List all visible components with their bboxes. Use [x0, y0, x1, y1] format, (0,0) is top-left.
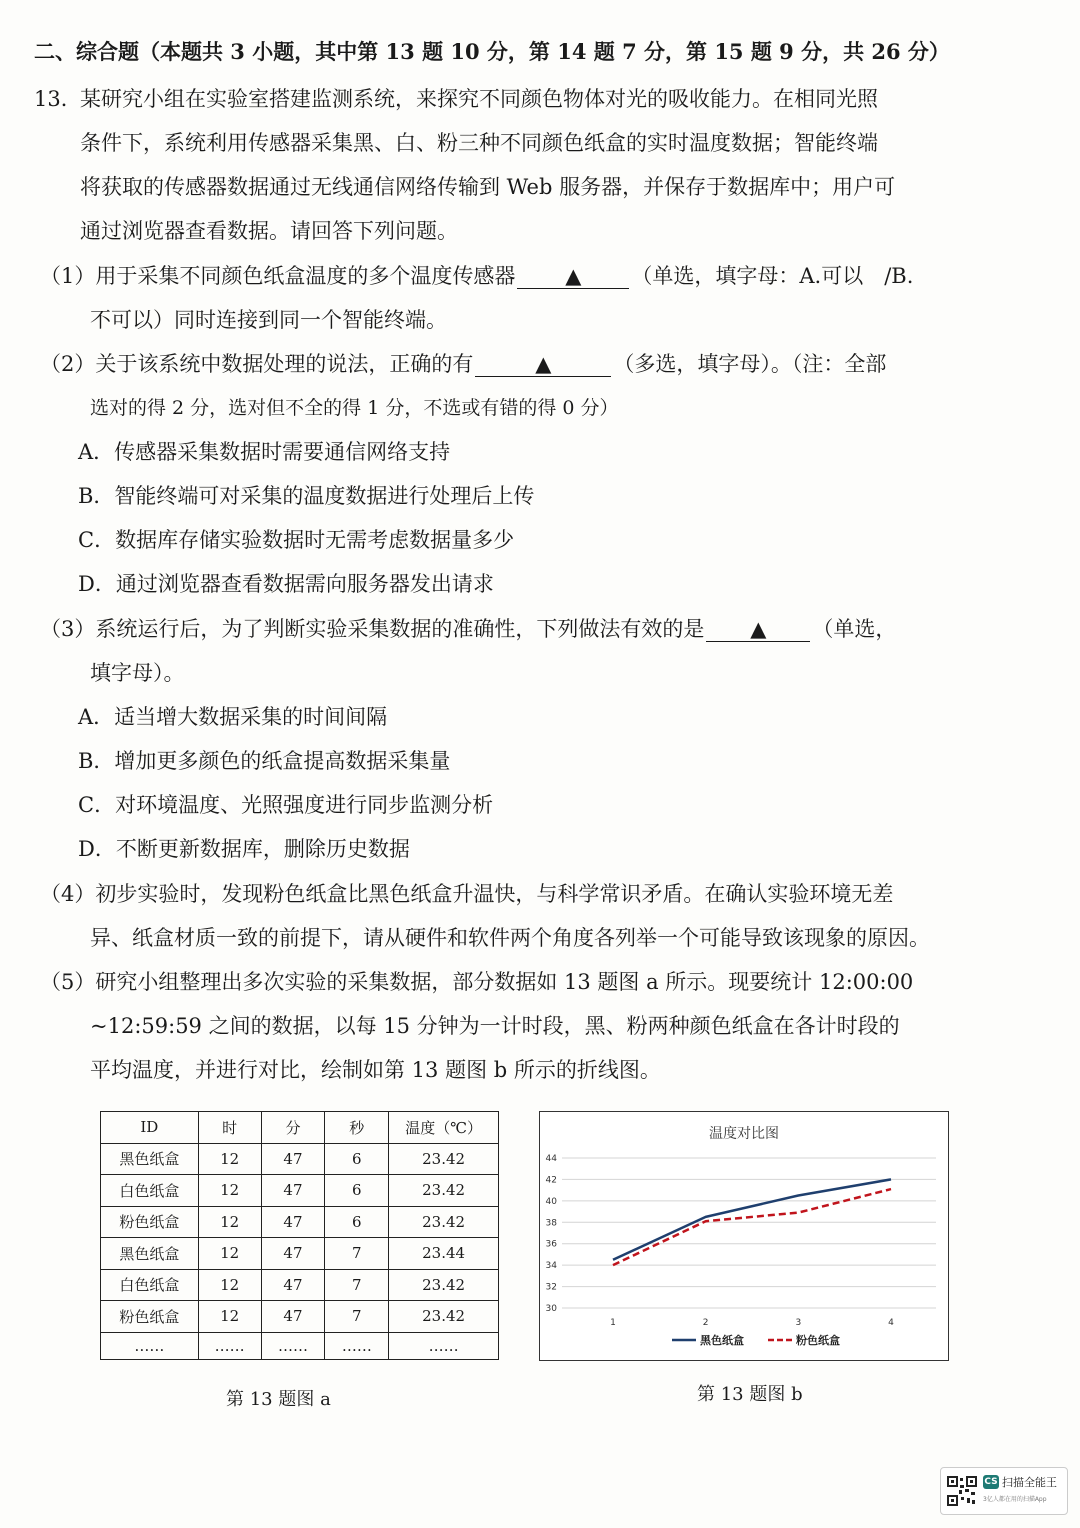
- temperature-data-table: [100, 1111, 499, 1360]
- y-tick-label: 36: [545, 1239, 557, 1250]
- q13-stem-line-2: 条件下，系统利用传感器采集黑、白、粉三种不同颜色纸盒的实时温度数据；智能终端: [80, 131, 878, 155]
- part1-prompt: （1）用于采集不同颜色纸盒温度的多个温度传感器: [40, 264, 516, 288]
- y-tick-label: 34: [545, 1261, 557, 1272]
- temperature-chart-frame: [539, 1111, 949, 1361]
- y-tick-label: 40: [545, 1196, 557, 1207]
- part2-prompt: （2）关于该系统中数据处理的说法，正确的有: [40, 352, 474, 376]
- scanner-app-name: 扫描全能王: [1002, 1476, 1057, 1489]
- table-row: [101, 1175, 499, 1207]
- cell-second: 6: [325, 1175, 389, 1207]
- column-header: 温度（℃）: [389, 1112, 499, 1144]
- answer-blank-2[interactable]: [475, 352, 611, 377]
- table-row: [101, 1301, 499, 1333]
- cell-temperature: 23.42: [389, 1206, 499, 1238]
- x-tick-label: 3: [795, 1318, 802, 1328]
- cell-hour: 12: [198, 1269, 261, 1301]
- q13-part4-line1: （4）初步实验时，发现粉色纸盒比黑色纸盒升温快，与科学常识矛盾。在确认实验环境无差: [40, 882, 894, 906]
- cell-temperature: 23.42: [389, 1301, 499, 1333]
- blank-marker: ▲: [750, 617, 767, 641]
- x-tick-label: 1: [610, 1318, 616, 1328]
- blank-marker: ▲: [535, 352, 552, 376]
- cell-minute: 47: [261, 1175, 325, 1207]
- q13-part1: [40, 261, 913, 291]
- scanner-app-logo-icon: CS: [984, 1477, 998, 1487]
- figure-a-caption: 第 13 题图 a: [226, 1389, 331, 1410]
- part3-option-b: B．增加更多颜色的纸盒提高数据采集量: [78, 749, 451, 773]
- part3-option-c: C．对环境温度、光照强度进行同步监测分析: [78, 793, 494, 817]
- q13-part1-line2: 不可以）同时连接到同一个智能终端。: [90, 308, 447, 332]
- q13-part2-note: 选对的得 2 分，选对但不全的得 1 分，不选或有错的得 0 分）: [90, 397, 619, 419]
- legend-label: 粉色纸盒: [796, 1334, 840, 1347]
- chart-title: 温度对比图: [709, 1126, 779, 1142]
- q13-part4-line2: 异、纸盒材质一致的前提下，请从硬件和软件两个角度各列举一个可能导致该现象的原因。: [90, 926, 930, 950]
- q13-part5-line2: ~12:59:59 之间的数据，以每 15 分钟为一计时段，黑、粉两种颜色纸盒在各计时段的: [90, 1014, 900, 1038]
- cell-second: 6: [325, 1206, 389, 1238]
- q13-part5-line3: 平均温度，并进行对比，绘制如第 13 题图 b 所示的折线图。: [90, 1058, 661, 1082]
- cell-minute: 47: [261, 1206, 325, 1238]
- column-header: 时: [198, 1112, 261, 1144]
- cell-temperature: 23.42: [389, 1143, 499, 1175]
- scanner-watermark: [940, 1467, 1068, 1515]
- cell-hour: 12: [198, 1206, 261, 1238]
- cell-ellipsis: ……: [101, 1332, 199, 1359]
- cell-temperature: 23.44: [389, 1238, 499, 1270]
- series-line: [613, 1179, 891, 1259]
- answer-blank-3[interactable]: [706, 617, 810, 642]
- part2-option-d: D．通过浏览器查看数据需向服务器发出请求: [78, 572, 494, 596]
- cell-second: 7: [325, 1301, 389, 1333]
- cell-ellipsis: ……: [325, 1332, 389, 1359]
- column-header: 分: [261, 1112, 325, 1144]
- cell-id: 白色纸盒: [101, 1269, 199, 1301]
- y-tick-label: 32: [545, 1282, 557, 1293]
- cell-minute: 47: [261, 1238, 325, 1270]
- qr-code-icon: [947, 1476, 977, 1506]
- part3-option-a: A．适当增大数据采集的时间间隔: [78, 705, 388, 729]
- part2-option-b: B．智能终端可对采集的温度数据进行处理后上传: [78, 484, 535, 508]
- x-tick-label: 4: [888, 1318, 894, 1328]
- cell-second: 7: [325, 1269, 389, 1301]
- part3-instruction: （单选，: [812, 617, 897, 641]
- column-header: 秒: [325, 1112, 389, 1144]
- y-tick-label: 30: [545, 1304, 557, 1314]
- part3-prompt: （3）系统运行后，为了判断实验采集数据的准确性，下列做法有效的是: [40, 617, 705, 641]
- q13-stem-line-1: 某研究小组在实验室搭建监测系统，来探究不同颜色物体对光的吸收能力。在相同光照: [80, 87, 878, 111]
- table-header-row: [101, 1112, 499, 1144]
- column-header: ID: [101, 1112, 199, 1144]
- q13-number: 13．: [34, 87, 82, 111]
- cell-ellipsis: ……: [261, 1332, 325, 1359]
- cell-ellipsis: ……: [198, 1332, 261, 1359]
- scanner-app-tagline: 3亿人都在用的扫描App: [983, 1496, 1047, 1503]
- part2-option-c: C．数据库存储实验数据时无需考虑数据量多少: [78, 528, 515, 552]
- q13-part2: [40, 349, 886, 379]
- y-tick-label: 38: [545, 1218, 557, 1229]
- table-row: [101, 1332, 499, 1359]
- cell-id: 白色纸盒: [101, 1175, 199, 1207]
- cell-minute: 47: [261, 1269, 325, 1301]
- table-row: [101, 1238, 499, 1270]
- cell-hour: 12: [198, 1175, 261, 1207]
- table-row: [101, 1206, 499, 1238]
- cell-second: 7: [325, 1238, 389, 1270]
- q13-part3: [40, 614, 896, 644]
- answer-blank-1[interactable]: [517, 264, 629, 289]
- part2-instruction: （多选，填字母）。（注：全部: [613, 352, 887, 376]
- cell-id: 粉色纸盒: [101, 1206, 199, 1238]
- part1-instruction: （单选，填字母：A.可以 /B.: [631, 264, 914, 288]
- x-tick-label: 2: [702, 1318, 709, 1328]
- part2-option-a: A．传感器采集数据时需要通信网络支持: [78, 440, 451, 464]
- q13-stem-line-4: 通过浏览器查看数据。请回答下列问题。: [80, 219, 458, 243]
- y-tick-label: 44: [545, 1154, 557, 1164]
- table-row: [101, 1143, 499, 1175]
- cell-hour: 12: [198, 1238, 261, 1270]
- cell-temperature: 23.42: [389, 1175, 499, 1207]
- cell-minute: 47: [261, 1143, 325, 1175]
- q13-part5-line1: （5）研究小组整理出多次实验的采集数据，部分数据如 13 题图 a 所示。现要统计 12:00:00: [40, 970, 914, 994]
- legend-label: 黑色纸盒: [700, 1334, 744, 1347]
- cell-temperature: 23.42: [389, 1269, 499, 1301]
- section-header: 二、综合题（本题共 3 小题，其中第 13 题 10 分，第 14 题 7 分，第 15 题 9 分，共 26 分）: [34, 39, 950, 64]
- q13-stem-line-3: 将获取的传感器数据通过无线通信网络传输到 Web 服务器，并保存于数据库中；用户可: [80, 175, 896, 199]
- figure-b-caption: 第 13 题图 b: [697, 1384, 803, 1405]
- q13-part3-line2: 填字母）。: [90, 661, 185, 685]
- cell-hour: 12: [198, 1301, 261, 1333]
- cell-second: 6: [325, 1143, 389, 1175]
- cell-id: 黑色纸盒: [101, 1143, 199, 1175]
- y-tick-label: 42: [545, 1175, 557, 1186]
- cell-hour: 12: [198, 1143, 261, 1175]
- temperature-line-chart: [540, 1112, 948, 1360]
- cell-minute: 47: [261, 1301, 325, 1333]
- table-row: [101, 1269, 499, 1301]
- cell-id: 粉色纸盒: [101, 1301, 199, 1333]
- cell-ellipsis: ……: [389, 1332, 499, 1359]
- part3-option-d: D．不断更新数据库，删除历史数据: [78, 837, 410, 861]
- cell-id: 黑色纸盒: [101, 1238, 199, 1270]
- blank-marker: ▲: [565, 264, 582, 288]
